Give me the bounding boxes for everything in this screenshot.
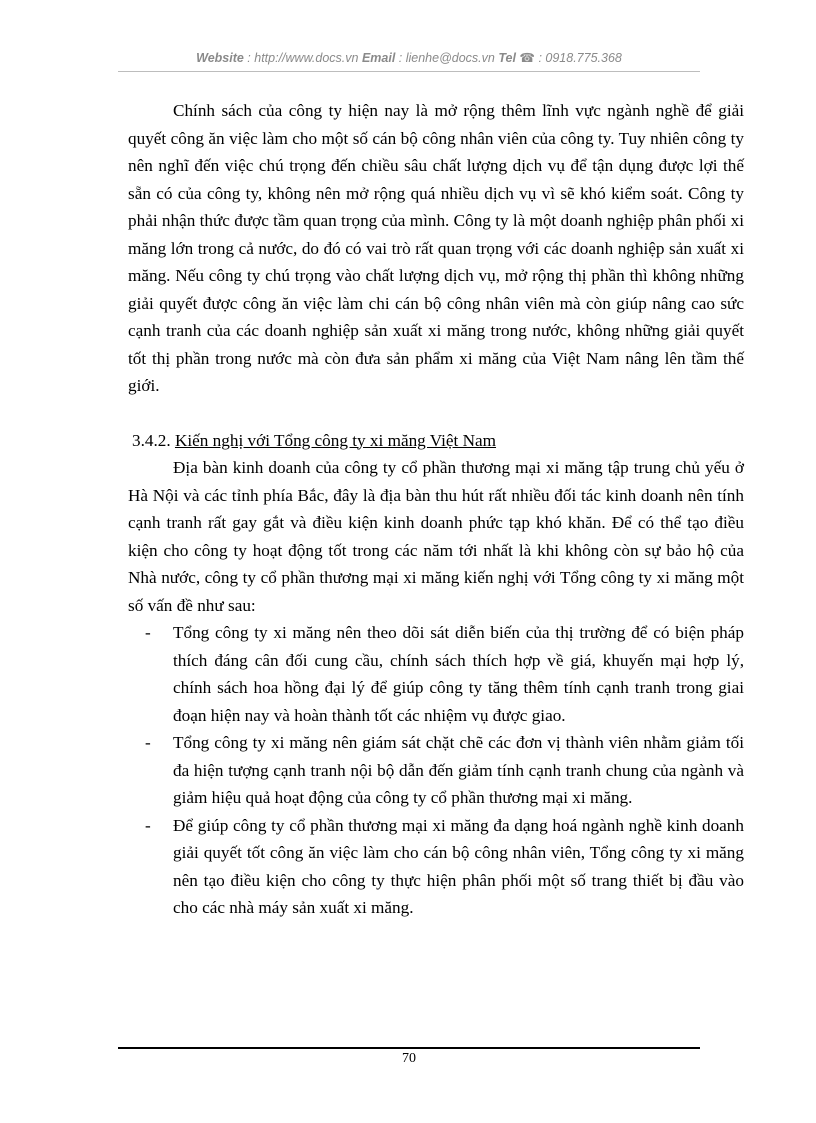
recommendation-list bbox=[128, 619, 744, 922]
bullet-dash: - bbox=[145, 733, 151, 752]
list-item bbox=[128, 619, 744, 729]
bullet-dash: - bbox=[145, 623, 151, 642]
page-number: 70 bbox=[402, 1051, 416, 1066]
list-item-text: Tổng công ty xi măng nên theo dõi sát diễn biến của thị trường để có biện pháp thích đáng cân đối cung cầu, chính sách thích hợp về giá, khuyến mại hợp lý, chính sách hoa hồng đại lý để giúp công ty tăng thêm tính cạnh tranh trong giai đoạn hiện nay và hoàn thành tốt các nhiệm vụ được giao. bbox=[173, 623, 744, 725]
tel-label: Tel bbox=[498, 51, 516, 65]
page-body bbox=[128, 97, 744, 922]
section-title: Kiến nghị với Tổng công ty xi măng Việt Nam bbox=[174, 430, 497, 450]
section-number: 3.4.2. bbox=[132, 430, 175, 450]
tel-value: ☎ : 0918.775.368 bbox=[515, 51, 622, 65]
email-value: : lienhe@docs.vn bbox=[395, 51, 499, 65]
list-item-text: Tổng công ty xi măng nên giám sát chặt chẽ các đơn vị thành viên nhằm giảm tối đa hiện tượng cạnh tranh nội bộ dẫn đến giảm tính cạnh tranh chung của ngành và giảm hiệu quả hoạt động của công ty cổ phần thương mại xi măng. bbox=[173, 733, 744, 807]
list-item-text: Để giúp công ty cổ phần thương mại xi măng đa dạng hoá ngành nghề kinh doanh giải quyết tốt công ăn việc làm cho cán bộ công nhân viên, Tổng công ty xi măng nên tạo điều kiện cho công ty thực hiện phân phối một số trang thiết bị đầu vào cho các nhà máy sản xuất xi măng. bbox=[173, 815, 744, 917]
list-item bbox=[128, 729, 744, 812]
context-paragraph: Địa bàn kinh doanh của công ty cổ phần thương mại xi măng tập trung chủ yếu ở Hà Nội và các tỉnh phía Bắc, đây là địa bàn thu hút rất nhiều đối tác kinh doanh nên tính cạnh tranh rất gay gắt và điều kiện kinh doanh phức tạp khó khăn. Để có thể tạo điều kiện cho công ty hoạt động tốt trong các năm tới nhất là khi không còn sự bảo hộ của Nhà nước, công ty cổ phần thương mại xi măng kiến nghị với Tổng công ty xi măng một số vấn đề như sau: bbox=[128, 458, 744, 615]
website-value: : http://www.docs.vn bbox=[243, 51, 362, 65]
email-label: Email bbox=[361, 51, 396, 65]
header-divider bbox=[118, 71, 700, 72]
section-heading bbox=[128, 427, 744, 455]
policy-paragraph: Chính sách của công ty hiện nay là mở rộng thêm lĩnh vực ngành nghề để giải quyết công ăn việc làm cho một số cán bộ công nhân viên của công ty. Tuy nhiên công ty nên nghĩ đến việc chú trọng đến chiều sâu chất lượng dịch vụ để tận dụng được lợi thế sẵn có của công ty, không nên mở rộng quá nhiều dịch vụ vì sẽ khó kiểm soát. Công ty phải nhận thức được tầm quan trọng của mình. Công ty là một doanh nghiệp phân phối xi măng lớn trong cả nước, do đó có vai trò rất quan trọng với các doanh nghiệp sản xuất xi măng. Nếu công ty chú trọng vào chất lượng dịch vụ, mở rộng thị phần thì không những giải quyết được công ăn việc làm chi cán bộ công nhân viên mà còn giúp nâng cao sức cạnh tranh của các doanh nghiệp sản xuất xi măng trong nước, không những giải quyết tốt thị phần trong nước mà còn đưa sản phẩm xi măng của Việt Nam nâng lên tầm thế giới. bbox=[128, 101, 744, 395]
list-item bbox=[128, 812, 744, 922]
footer-divider bbox=[118, 1047, 700, 1049]
bullet-dash: - bbox=[145, 815, 151, 835]
page-header bbox=[118, 50, 700, 65]
website-label: Website bbox=[196, 51, 244, 65]
